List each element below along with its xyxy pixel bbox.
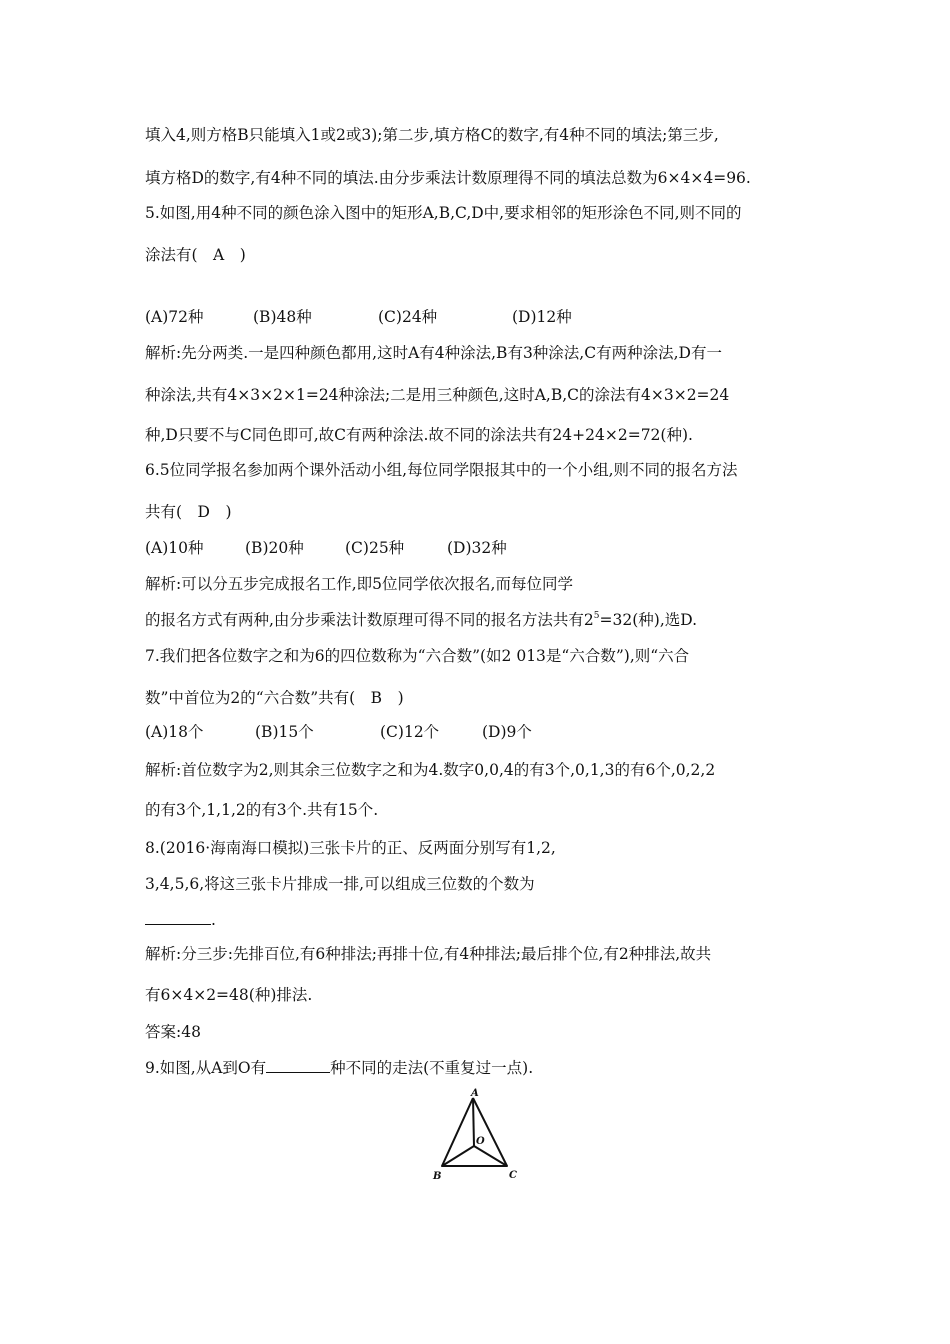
solution-6: 的报名方式有两种,由分步乘法计数原理可得不同的报名方法共有$2^5=32$(种),选D. <box>145 611 698 629</box>
option-a: (A)10种 <box>145 539 204 557</box>
option-b: (B)15个 <box>255 723 314 741</box>
vertex-label-a: A <box>471 1088 479 1099</box>
option-c: (C)12个 <box>380 723 440 741</box>
question-7-options <box>145 722 532 742</box>
answer-blank <box>266 1058 330 1073</box>
option-d: (D)32种 <box>447 539 507 557</box>
question-5-stem-end: 涂法有( A ) <box>145 246 246 264</box>
option-d: (D)12种 <box>512 308 572 326</box>
question-8: 8.(2016·海南海口模拟)三张卡片的正、反两面分别写有1,2, <box>145 839 556 857</box>
question-6-stem-end: 共有( D ) <box>145 503 232 521</box>
solution-5: 种涂法,共有4×3×2×1=24种涂法;二是用三种颜色,这时A,B,C的涂法有4×3×2=24 <box>145 386 730 404</box>
option-c: (C)25种 <box>345 539 405 557</box>
triangle-figure <box>425 1086 535 1186</box>
question-6: 6.5位同学报名参加两个课外活动小组,每位同学限报其中的一个小组,则不同的报名方法 <box>145 461 738 479</box>
solution-5: 解析:先分两类.一是四种颜色都用,这时A有4种涂法,B有3种涂法,C有两种涂法,D有一 <box>145 344 722 362</box>
solution-6: 解析:可以分五步完成报名工作,即5位同学依次报名,而每位同学 <box>145 575 573 593</box>
text-line: 填方格D的数字,有4种不同的填法.由分步乘法计数原理得不同的填法总数为6×4×4=96. <box>145 169 751 187</box>
option-a: (A)18个 <box>145 723 204 741</box>
question-5-options <box>145 307 572 327</box>
solution-7: 解析:首位数字为2,则其余三位数字之和为4.数字0,0,4的有3个,0,1,3的有6个,0,2,2 <box>145 761 716 779</box>
solution-7: 的有3个,1,1,2的有3个.共有15个. <box>145 801 379 819</box>
option-b: (B)20种 <box>245 539 304 557</box>
option-c: (C)24种 <box>378 308 438 326</box>
option-d: (D)9个 <box>482 723 532 741</box>
vertex-label-c: C <box>509 1170 517 1181</box>
question-8: 3,4,5,6,将这三张卡片排成一排,可以组成三位数的个数为 <box>145 875 535 893</box>
question-7-stem-end: 数”中首位为2的“六合数”共有( B ) <box>145 689 404 707</box>
solution-5: 种,D只要不与C同色即可,故C有两种涂法.故不同的涂法共有24+24×2=72(种). <box>145 426 693 444</box>
text-line: 填入4,则方格B只能填入1或2或3);第二步,填方格C的数字,有4种不同的填法;第三步, <box>145 126 719 144</box>
question-9: 9.如图,从A到O有 种不同的走法(不重复过一点). <box>145 1059 534 1077</box>
question-6-options <box>145 538 507 558</box>
solution-8: 有6×4×2=48(种)排法. <box>145 986 313 1004</box>
solution-8: 解析:分三步:先排百位,有6种排法;再排十位,有4种排法;最后排个位,有2种排法,故共 <box>145 945 712 963</box>
answer-8: 答案:48 <box>145 1023 201 1041</box>
option-a: (A)72种 <box>145 308 204 326</box>
option-b: (B)48种 <box>253 308 312 326</box>
answer-blank <box>145 910 211 925</box>
question-8-blank-line: . <box>145 910 216 930</box>
vertex-label-b: B <box>433 1171 442 1182</box>
edge-ao <box>473 1098 474 1146</box>
question-5: 5.如图,用4种不同的颜色涂入图中的矩形A,B,C,D中,要求相邻的矩形涂色不同,则不同的 <box>145 204 742 222</box>
vertex-label-o: O <box>476 1136 485 1147</box>
question-7: 7.我们把各位数字之和为6的四位数称为“六合数”(如2 013是“六合数”),则“六合 <box>145 647 690 665</box>
